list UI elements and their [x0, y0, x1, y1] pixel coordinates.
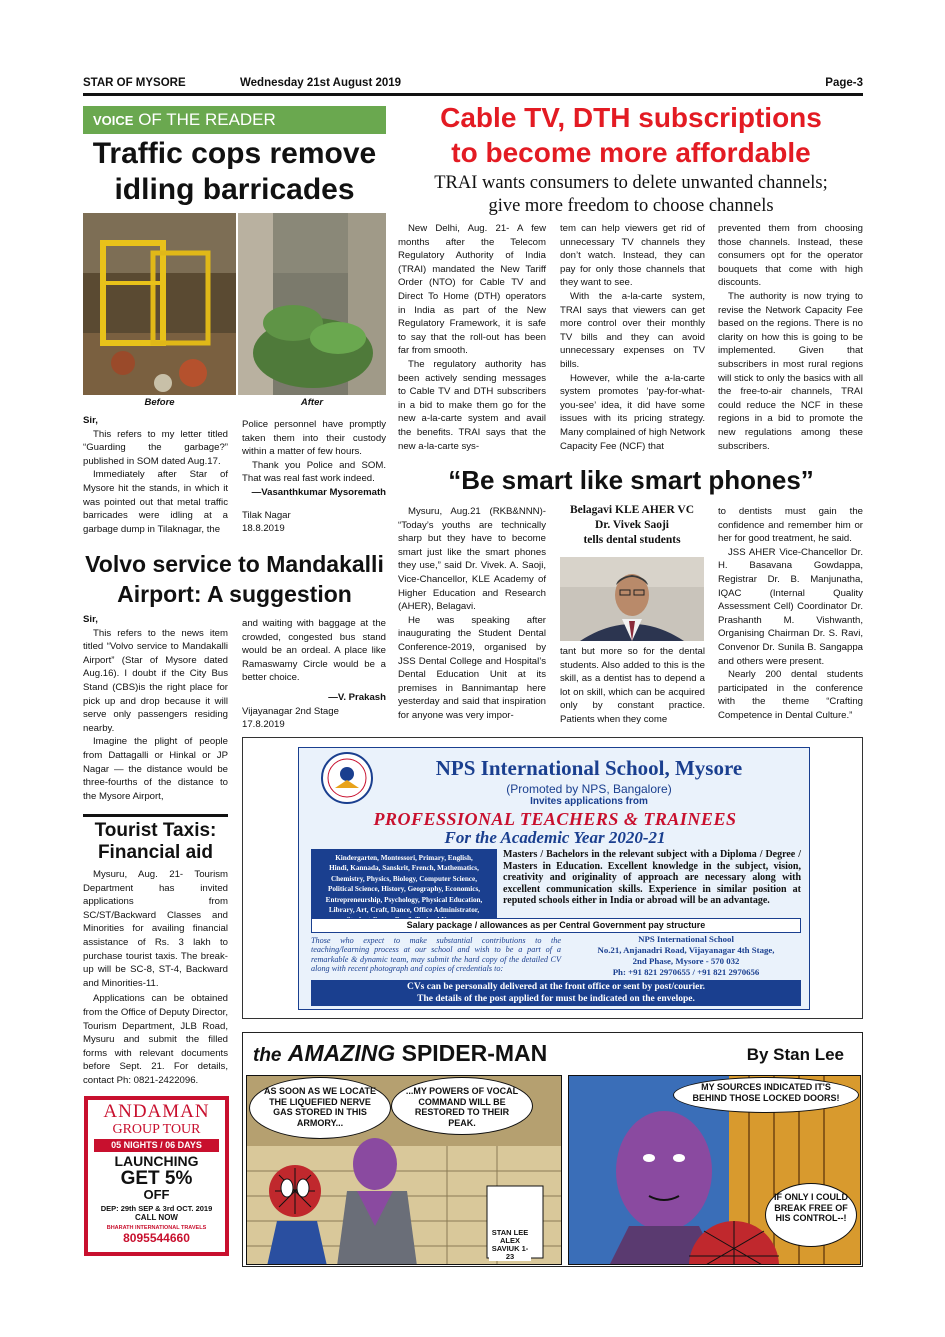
andaman-ad: [84, 1096, 229, 1256]
comic-bubble-2: ...MY POWERS OF VOCAL COMMAND WILL BE RESTORED TO THEIR PEAK.: [391, 1077, 533, 1135]
tourist-para: Applications can be obtained from the Office of Deputy Director, Tourism Department, JLB Road, Mysuru and submit the filled forms with relevant documents before Sept. 21. For details, contact Ph: 0821-2422096.: [83, 993, 228, 1086]
nps-school-name: NPS International School, Mysore: [435, 756, 743, 780]
cable-headline-line2: to become more affordable: [451, 137, 811, 168]
andaman-subtitle: GROUP TOUR: [112, 1122, 201, 1137]
letter2-salutation: Sir,: [83, 614, 98, 625]
letter2-signature: —V. Prakash: [328, 691, 386, 703]
smart-col3: [718, 505, 863, 723]
comic-strip: [242, 1032, 863, 1267]
letter1-signature: —Vasanthkumar Mysoremath: [251, 486, 386, 498]
voice-label: VOICE: [93, 113, 134, 128]
andaman-nights: 05 NIGHTS / 06 DAYS: [94, 1139, 219, 1152]
cable-col3: [718, 222, 863, 453]
saoji-photo-image: [560, 557, 704, 641]
letter1-para: Thank you Police and SOM. That was real fast work indeed.: [242, 459, 386, 485]
nps-teachers: PROFESSIONAL TEACHERS & TRAINEES: [373, 809, 737, 829]
andaman-dep: DEP: 29th SEP & 3rd OCT. 2019: [100, 1204, 213, 1213]
smart-box-line1: Belagavi KLE AHER VC: [569, 504, 695, 516]
nps-footer-line2: The details of the post applied for must be indicated on the envelope.: [417, 994, 695, 1004]
saoji-photo: [560, 557, 704, 641]
cable-para: tem can help viewers get rid of unnecessary TV channels they don’t watch. Instead, they can pay for only those channels that they want to see.: [560, 223, 705, 289]
andaman-title: ANDAMAN: [103, 1101, 210, 1122]
letter1-col2: [242, 418, 386, 536]
cable-para: The authority is now trying to revise the Network Capacity Fee based on the regions. There is no clarity on how this is going to be implemented. Given that subscribers in most rural regions will stick to only the basics with all the free-to-air channels, TRAI could reduce the NCF in these regions in a bid to promote the new regulations among these subscribers.: [718, 290, 863, 452]
letter1-headline-line1: Traffic cops remove: [92, 137, 377, 170]
tourist-headline-line2: Financial aid: [97, 842, 214, 863]
smart-headline: “Be smart like smart phones”: [448, 465, 814, 495]
nps-address: [571, 934, 801, 978]
comic-credit: STAN LEE ALEX SAVIUK 1-23: [489, 1229, 531, 1261]
letter2-para: Imagine the plight of people from Dattagalli or Hinkal or JP Nagar — the distance would be three-fourths of the distance to the Mysore Airport,: [83, 736, 228, 802]
smart-col2: [560, 645, 705, 727]
cable-para: The regulatory authority has been actively sending messages to Cable TV and DTH subscribers in a bid to make them go for the new a-la-carte system and avail the benefits. TRAI says that the new a-la-carte sys-: [398, 358, 546, 452]
comic-title-amazing: AMAZING: [287, 1040, 396, 1066]
cable-para: New Delhi, Aug. 21- A few months after the Telecom Regulatory Authority of India (TRAI) mandated the New Tariff Order (NTO) for Cable TV and Direct To Home (DTH) operators in India as part of the New Regulatory Framework, it is safe to say that the roll-out has been far from smooth.: [398, 223, 546, 357]
tourist-body: [83, 868, 228, 1088]
comic-author: By Stan Lee: [746, 1045, 844, 1064]
letter1-para: This refers to my letter titled “Guarding the garbage?” published in SOM dated Aug.17.: [83, 428, 228, 467]
after-photo: [238, 213, 386, 395]
cable-para: With the a-la-carte system, TRAI says that viewers can get more control over their monthly TV bills and they can avoid unnecessary expenses on TV bills.: [560, 290, 705, 370]
cable-para: However, while the a-la-carte system promotes ‘pay-for-what-you-see’ idea, it did have some issues with its pricing strategy. Many complained of high Network Capacity Fee (NCF) that: [560, 372, 705, 452]
comic-bubble-4: IF ONLY I COULD BREAK FREE OF HIS CONTROL--!: [765, 1183, 857, 1247]
andaman-off: OFF: [143, 1187, 170, 1202]
nps-subject: Kindergarten, Montessori, Primary, English,: [335, 854, 473, 862]
before-caption: Before: [144, 397, 175, 408]
nps-salary: Salary package / allowances as per Central Government pay structure: [311, 918, 801, 933]
nps-subject: Entrepreneurship, Psychology, Physical Education,: [325, 895, 483, 904]
before-photo: [83, 213, 236, 395]
page-number: Page-3: [825, 77, 863, 89]
cable-subhead: [396, 172, 866, 218]
smart-box-line3: tells dental students: [583, 534, 681, 546]
smart-col1: [398, 505, 546, 723]
nps-subject: Political Science, History, Geography, Economics,: [327, 885, 481, 894]
comic-title-the: the: [253, 1045, 282, 1066]
letter2-headline: [83, 549, 386, 609]
letter1-place: Tilak Nagar: [242, 509, 291, 521]
letter2-date: 17.8.2019: [242, 719, 285, 731]
letter1-col1: [83, 414, 228, 536]
smart-para: to dentists must gain the confidence and remember him or her for good treatment, he said.: [718, 506, 863, 545]
paper-name: STAR OF MYSORE: [83, 77, 186, 89]
nps-subject: Library, Art, Craft, Dance, Office Administrator,: [328, 906, 480, 915]
cable-col1: [398, 222, 546, 453]
letter1-date: 18.8.2019: [242, 523, 285, 535]
letter2-para: and waiting with baggage at the crowded, congested bus stand would be an ordeal. A place like Ramaswamy Circle would be a better choice.: [242, 618, 386, 684]
tourist-para: Mysuru, Aug. 21- Tourism Department has invited applications from SC/ST/Backward Classes and Minorities for availing financial assistance of Rs. 3 lakh to purchase tourist taxis. The break-up will be SC-8, ST-4, Backward and Minorities-11.: [83, 869, 228, 989]
tourist-headline-line1: Tourist Taxis:: [94, 820, 217, 841]
tourist-top-rule: [83, 814, 228, 817]
nps-year: For the Academic Year 2020-21: [444, 828, 666, 847]
letter2-headline-line2: Airport: A suggestion: [117, 581, 352, 607]
nps-address-name: NPS International School: [638, 934, 734, 944]
nps-invites: Invites applications from: [530, 796, 648, 807]
after-caption: After: [300, 397, 324, 408]
letter1-headline: [83, 136, 386, 208]
letter1-salutation: Sir,: [83, 415, 98, 426]
letter2-headline-line1: Volvo service to Mandakalli: [85, 551, 384, 577]
letter2-para: This refers to the news item titled “Volvo service to Mandakalli Airport” (Star of Mysore dated Aug.16). I doubt if the City Bus Stand (CBS)is the right place for pick up and drop because it will serve only passengers residing nearby.: [83, 627, 228, 734]
voice-banner: [83, 106, 386, 134]
letter2-place: Vijayanagar 2nd Stage: [242, 705, 339, 717]
smart-box: [556, 503, 708, 548]
smart-para: He was speaking after inaugurating the Student Dental Conference-2019, organised by JSS Dental College and Hospital’s Dental Education Unit at its premises in Bannimantap here yesterday and said that inspiration for anyone was very impor-: [398, 614, 546, 721]
nps-address-line2: 2nd Phase, Mysore - 570 032: [632, 956, 740, 966]
smart-para: JSS AHER Vice-Chancellor Dr. H. Basavana Gowdappa, Registrar Dr. B. Manjunatha, IQAC (Internal Quality Assessment Cell) Coordinator Dr. Prashanth M. Vishwanth, Organising Chairman Dr. S. Ravi, Convenor Dr. Sunila B. Sangappa and others were present.: [718, 546, 863, 667]
smart-para: Nearly 200 dental students participated in the conference with the theme “Crafting Competence in Dental Culture.”: [718, 669, 863, 721]
of-the-reader-label: OF THE READER: [138, 110, 276, 129]
smart-para: Mysuru, Aug.21 (RKB&NNN)- “Today’s youths are technically sharp but they have to become smart just like the smart phones they use,” said Dr. Vivek. A. Saoji, Vice-Chancellor, KLE Academy of Higher Education and Research (AHER), Belagavi.: [398, 506, 546, 613]
nps-ad: [298, 747, 810, 1010]
smart-para: tant but more so for the dental students. Also added to this is the skill, as a dentist has to depend a lot on skill, which can be acquired only by constant practice. Patients when they come: [560, 646, 705, 725]
andaman-agency: BHARATH INTERNATIONAL TRAVELS: [106, 1225, 207, 1231]
nps-address-line1: No.21, Anjanadri Road, Vijayanagar 4th Stage,: [597, 945, 775, 955]
nps-requirements: Masters / Bachelors in the relevant subject with a Diploma / Degree / Masters in Education. Excellent knowledge in the subject, vision, creativity and originality of approach are necessary along with excellent communication skills. Experience in similar position at reputed schools either in India or abroad will be an advantage.: [503, 849, 801, 907]
letter1-headline-line2: idling barricades: [114, 173, 355, 206]
cable-para: prevented them from choosing those channels. Instead, these consumers opt for the operator bouquets that come with high discounts.: [718, 223, 863, 289]
cable-headline: [396, 100, 866, 170]
letter1-para: Police personnel have promptly taken them into their custody within a matter of few hours.: [242, 419, 386, 458]
before-photo-image: [83, 213, 236, 395]
nps-logo-icon: [323, 754, 371, 802]
issue-date: Wednesday 21st August 2019: [240, 77, 402, 89]
andaman-phone: 8095544660: [123, 1231, 190, 1245]
andaman-call: CALL NOW: [135, 1213, 178, 1222]
comic-bubble-1: AS SOON AS WE LOCATE THE LIQUEFIED NERVE GAS STORED IN THIS ARMORY...: [249, 1077, 391, 1139]
cable-col2: [560, 222, 705, 453]
nps-subject: Chemistry, Physics, Biology, Computer Science,: [330, 874, 477, 883]
nps-footer: [311, 980, 801, 1006]
cable-subhead-line2: give more freedom to choose channels: [488, 196, 774, 216]
page-header: [83, 76, 863, 92]
letter1-para: Immediately after Star of Mysore hit the stands, in which it was pointed out that metal traffic barricades were idling at a garbage dump in Tilaknagar, the: [83, 469, 228, 535]
cable-subhead-line1: TRAI wants consumers to delete unwanted channels;: [434, 173, 828, 193]
nps-address-phone: Ph: +91 821 2970655 / +91 821 2970656: [612, 967, 760, 977]
nps-apply: Those who expect to make substantial contributions to the teaching/learning process at our school and wish to be a part of a remarkable & dynamic team, may submit the hard copy of the detailed CV along with recent photograph and copies of credentials to:: [311, 936, 561, 974]
nps-subject: Hindi, Kannada, Sanskrit, French, Mathematics,: [329, 864, 479, 873]
cable-headline-line1: Cable TV, DTH subscriptions: [440, 102, 822, 133]
andaman-get: GET 5%: [120, 1168, 193, 1189]
nps-logo: [321, 752, 373, 804]
comic-title-rest: SPIDER-MAN: [401, 1040, 548, 1066]
letter2-col1: [83, 613, 228, 803]
header-rule: [83, 93, 863, 96]
letter2-col2: [242, 617, 386, 732]
after-photo-image: [238, 213, 386, 395]
andaman-launching: LAUNCHING: [114, 1153, 199, 1169]
nps-subject-list: [311, 849, 497, 929]
nps-promoted: (Promoted by NPS, Bangalore): [506, 782, 672, 796]
smart-box-line2: Dr. Vivek Saoji: [594, 519, 669, 531]
comic-bubble-3: MY SOURCES INDICATED IT'S BEHIND THOSE LOCKED DOORS!: [673, 1077, 859, 1113]
comic-title: [253, 1039, 547, 1070]
nps-footer-line1: CVs can be personally delivered at the front office or sent by post/courier.: [406, 982, 706, 992]
tourist-headline: [83, 820, 228, 864]
